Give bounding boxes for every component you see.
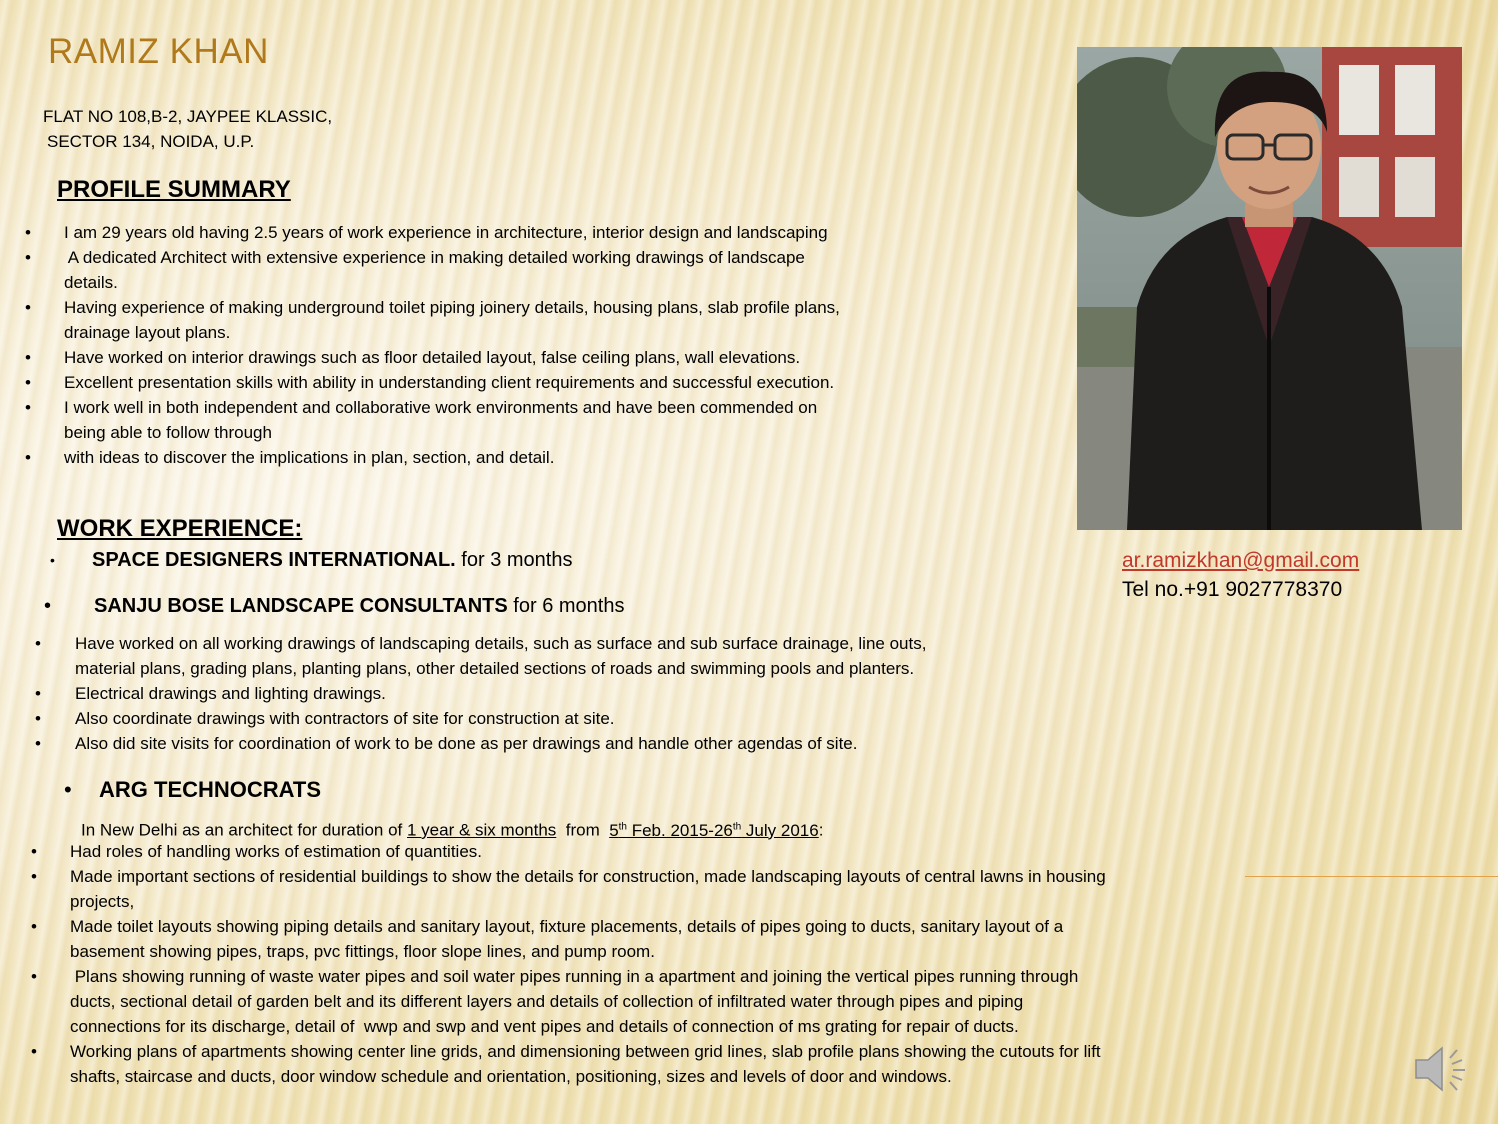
work-experience-heading: WORK EXPERIENCE: xyxy=(57,515,303,542)
telephone-number: Tel no.+91 9027778370 xyxy=(1122,578,1343,601)
candidate-name: RAMIZ KHAN xyxy=(48,32,269,71)
bullet: • xyxy=(64,777,72,802)
email-link[interactable]: ar.ramizkhan@gmail.com xyxy=(1122,549,1360,572)
arg-technocrats-intro: In New Delhi as an architect for duration of 1 year & six months from 5th Feb. 2015-26th July 2016: xyxy=(81,820,824,840)
bullet: • xyxy=(44,595,52,617)
profile-summary-heading: PROFILE SUMMARY xyxy=(57,176,291,203)
portrait-illustration xyxy=(1077,47,1462,530)
speaker-icon[interactable] xyxy=(1410,1040,1474,1098)
profile-photo xyxy=(1077,47,1462,530)
address-line-2: SECTOR 134, NOIDA, U.P. xyxy=(47,132,255,151)
address-line-1: FLAT NO 108,B-2, JAYPEE KLASSIC, xyxy=(43,107,333,126)
bullet: • xyxy=(50,552,55,568)
accent-divider xyxy=(1245,876,1498,877)
